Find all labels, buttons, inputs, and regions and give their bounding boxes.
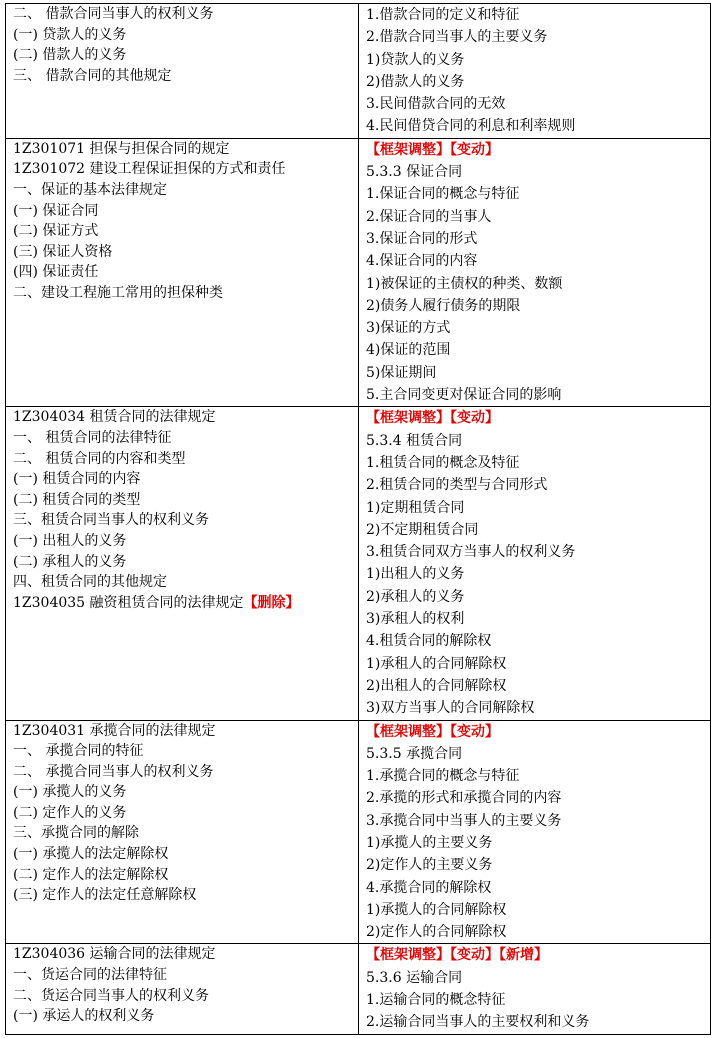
old-outline-cell	[6, 407, 359, 720]
old-outline-text: 四、租赁合同的其他规定	[13, 574, 167, 591]
table-row	[6, 138, 711, 407]
new-outline-line: 2.运输合同当事人的主要权利和义务	[366, 1014, 590, 1031]
old-outline-text: 1Z304031 承揽合同的法律规定	[13, 722, 216, 739]
change-tag: 【删除】	[243, 594, 300, 611]
new-outline-line: 5.3.6 运输合同	[366, 969, 463, 986]
old-outline-line	[13, 201, 358, 222]
old-outline-line	[13, 944, 358, 965]
old-outline-text: (二) 租赁合同的类型	[13, 491, 141, 508]
table-row	[6, 720, 711, 944]
new-outline-line: 5.3.5 承揽合同	[366, 745, 463, 762]
new-outline-line: 2.租赁合同的类型与合同形式	[366, 477, 548, 494]
old-outline-text: 1Z304036 运输合同的法律规定	[13, 946, 216, 963]
new-outline-cell	[359, 720, 711, 944]
old-outline-text: 三、租赁合同当事人的权利义务	[13, 512, 209, 529]
old-outline-line	[13, 262, 358, 283]
old-outline-cell	[6, 138, 359, 407]
old-outline-line	[13, 782, 358, 803]
old-outline-line	[13, 139, 358, 160]
old-outline-text: 1Z301072 建设工程保证担保的方式和责任	[13, 161, 286, 178]
new-outline-line: 1)出租人的义务	[366, 566, 465, 583]
old-outline-line	[13, 531, 358, 552]
new-outline-line: 3)承租人的权利	[366, 611, 465, 628]
new-outline-cell	[359, 138, 711, 407]
old-outline-text: (二) 定作人的义务	[13, 804, 127, 821]
old-outline-line	[13, 552, 358, 573]
old-outline-text: (一) 承揽人的法定解除权	[13, 846, 169, 863]
old-outline-line	[13, 593, 358, 614]
old-outline-text: 1Z304034 租赁合同的法律规定	[13, 409, 216, 426]
old-outline-text: 1Z301071 担保与担保合同的规定	[13, 140, 230, 157]
table-row	[6, 944, 711, 1034]
new-outline-line: 1)贷款人的义务	[366, 51, 465, 68]
old-outline-line	[13, 490, 358, 511]
change-tag: 【框架调整】【变动】	[366, 141, 499, 158]
change-tag: 【框架调整】【变动】	[366, 410, 499, 427]
old-outline-line	[13, 823, 358, 844]
new-outline-line: 4.承揽合同的解除权	[366, 879, 492, 896]
old-outline-text: (四) 保证责任	[13, 264, 99, 281]
old-outline-line	[13, 407, 358, 428]
change-tag: 【框架调整】【变动】	[366, 723, 499, 740]
new-outline-line: 5.3.3 保证合同	[366, 164, 463, 181]
new-outline-cell	[359, 944, 711, 1034]
new-outline-line: 2)借款人的义务	[366, 73, 465, 90]
new-outline-line: 1.租赁合同的概念及特征	[366, 454, 520, 471]
old-outline-text: 三、 借款合同的其他规定	[13, 67, 172, 84]
new-outline-line: 5.3.4 租赁合同	[366, 432, 463, 449]
old-outline-line	[13, 45, 358, 66]
old-outline-line	[13, 221, 358, 242]
old-outline-line	[13, 965, 358, 986]
new-outline-line: 1)被保证的主债权的种类、数额	[366, 275, 563, 292]
old-outline-line	[13, 865, 358, 886]
new-outline-line: 2.保证合同的当事人	[366, 208, 492, 225]
new-outline-line: 1.借款合同的定义和特征	[366, 7, 520, 23]
new-outline-line: 1)定期租赁合同	[366, 499, 465, 516]
table-row	[6, 4, 711, 139]
new-outline-line: 2)定作人的主要义务	[366, 857, 493, 874]
old-outline-text: (三) 保证人资格	[13, 243, 113, 260]
old-outline-line	[13, 469, 358, 490]
new-outline-line: 4.租赁合同的解除权	[366, 633, 492, 650]
old-outline-text: (二) 保证方式	[13, 223, 99, 240]
new-outline-line: 2)出租人的合同解除权	[366, 677, 507, 694]
old-outline-line	[13, 159, 358, 180]
old-outline-text: (二) 定作人的法定解除权	[13, 866, 169, 883]
old-outline-line	[13, 283, 358, 304]
old-outline-text: (三) 定作人的法定任意解除权	[13, 887, 197, 904]
new-outline-line: 1.运输合同的概念特征	[366, 992, 506, 1009]
old-outline-line	[13, 180, 358, 201]
new-outline-line: 2)承租人的义务	[366, 588, 465, 605]
comparison-table	[5, 3, 711, 1035]
new-outline-line: 3.民间借款合同的无效	[366, 96, 506, 113]
old-outline-text: (一) 贷款人的义务	[13, 26, 127, 43]
new-outline-line: 3.租赁合同双方当事人的权利义务	[366, 544, 576, 561]
old-outline-line	[13, 762, 358, 783]
old-outline-line	[13, 25, 358, 46]
old-outline-line	[13, 572, 358, 593]
old-outline-text: (二) 借款人的义务	[13, 47, 127, 64]
old-outline-text: (二) 承租人的义务	[13, 553, 127, 570]
old-outline-line	[13, 741, 358, 762]
new-outline-line: 1.保证合同的概念与特征	[366, 186, 520, 203]
old-outline-text: 一、货运合同的法律特征	[13, 967, 167, 984]
new-outline-line: 2.承揽的形式和承揽合同的内容	[366, 790, 562, 807]
old-outline-text: (一) 保证合同	[13, 202, 99, 219]
new-outline-line: 2.借款合同当事人的主要义务	[366, 29, 548, 46]
old-outline-text: 二、 承揽合同当事人的权利义务	[13, 763, 214, 780]
old-outline-text: 二、建设工程施工常用的担保种类	[13, 284, 223, 301]
new-outline-line: 2)不定期租赁合同	[366, 521, 479, 538]
new-outline-line: 3.承揽合同中当事人的主要义务	[366, 812, 562, 829]
old-outline-line	[13, 1006, 358, 1027]
old-outline-text: 1Z304035 融资租赁合同的法律规定	[13, 594, 244, 611]
old-outline-text: (一) 承揽人的义务	[13, 784, 127, 801]
old-outline-text: (一) 承运人的权利义务	[13, 1008, 155, 1025]
new-outline-line: 1)承租人的合同解除权	[366, 655, 507, 672]
old-outline-text: (一) 租赁合同的内容	[13, 471, 141, 488]
old-outline-cell	[6, 4, 359, 139]
new-outline-line: 3)双方当事人的合同解除权	[366, 700, 535, 717]
old-outline-text: 一、 租赁合同的法律特征	[13, 429, 172, 446]
new-outline-line: 1.承揽合同的概念与特征	[366, 768, 520, 785]
new-outline-line: 2)债务人履行债务的期限	[366, 297, 521, 314]
old-outline-cell	[6, 720, 359, 944]
old-outline-text: 一、 承揽合同的特征	[13, 743, 144, 760]
change-tag: 【框架调整】【变动】【新增】	[366, 947, 548, 964]
old-outline-line	[13, 510, 358, 531]
old-outline-text: 二、 借款合同当事人的权利义务	[13, 6, 214, 22]
old-outline-line	[13, 803, 358, 824]
new-outline-line: 4.保证合同的内容	[366, 253, 478, 270]
new-outline-line: 2)定作人的合同解除权	[366, 924, 507, 941]
old-outline-line	[13, 721, 358, 742]
old-outline-line	[13, 428, 358, 449]
old-outline-line	[13, 844, 358, 865]
new-outline-line: 5.主合同变更对保证合同的影响	[366, 387, 562, 404]
new-outline-line: 1)承揽人的主要义务	[366, 834, 493, 851]
old-outline-cell	[6, 944, 359, 1034]
new-outline-line: 5)保证期间	[366, 364, 437, 381]
new-outline-line: 4)保证的范围	[366, 342, 451, 359]
old-outline-line	[13, 66, 358, 87]
old-outline-text: (一) 出租人的义务	[13, 532, 127, 549]
old-outline-text: 一、保证的基本法律规定	[13, 181, 167, 198]
old-outline-text: 二、货运合同当事人的权利义务	[13, 987, 209, 1004]
new-outline-line: 1)承揽人的合同解除权	[366, 901, 507, 918]
table-row	[6, 407, 711, 720]
old-outline-line	[13, 242, 358, 263]
new-outline-line: 3)保证的方式	[366, 320, 451, 337]
old-outline-text: 三、承揽合同的解除	[13, 825, 139, 842]
old-outline-line	[13, 986, 358, 1007]
new-outline-cell	[359, 4, 711, 139]
comparison-table-body	[6, 4, 711, 1035]
old-outline-text: 二、 租赁合同的内容和类型	[13, 450, 186, 467]
new-outline-line: 3.保证合同的形式	[366, 230, 478, 247]
old-outline-line	[13, 885, 358, 906]
new-outline-cell	[359, 407, 711, 720]
old-outline-line	[13, 449, 358, 470]
new-outline-line: 4.民间借贷合同的利息和利率规则	[366, 118, 576, 135]
old-outline-line	[13, 4, 358, 25]
